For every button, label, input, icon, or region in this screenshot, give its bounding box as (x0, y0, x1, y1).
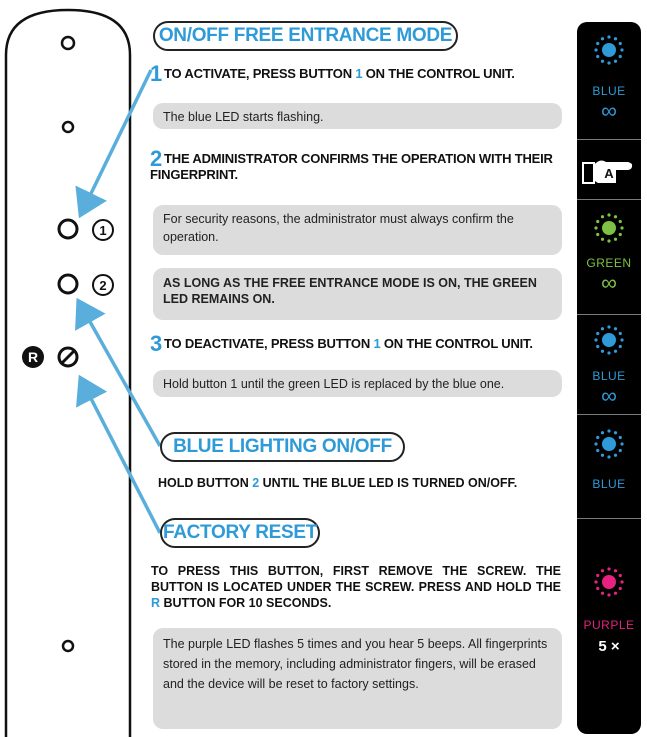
led-glow-dot (619, 332, 622, 335)
led-core (602, 333, 616, 347)
step-2 (150, 146, 570, 183)
led-glow-dot (620, 580, 623, 583)
factory-reset-button: R (151, 596, 161, 610)
step-1-text-b: ON THE CONTROL UNIT. (362, 66, 515, 81)
led-light-icon (593, 212, 625, 244)
step-3 (150, 331, 575, 356)
led-glow-dot (601, 592, 604, 595)
led-label: BLUE (592, 84, 626, 98)
button-1-label: 1 (92, 219, 114, 241)
led-glow-dot (607, 351, 610, 354)
button-2 (59, 275, 77, 293)
step-3-button: 1 (373, 336, 381, 351)
upper-hole (63, 122, 73, 132)
led-core (602, 437, 616, 451)
led-glow-dot (596, 449, 599, 452)
led-glow-dot (614, 60, 617, 63)
led-label: BLUE (592, 369, 626, 383)
led-glow-dot (596, 587, 599, 590)
led-glow-dot (596, 345, 599, 348)
blue-lighting-button: 2 (252, 476, 260, 490)
arrow-to-reset (82, 381, 160, 533)
arrow-to-button-2 (80, 304, 163, 446)
led-separator (577, 139, 641, 140)
note-security: For security reasons, the administrator must always confirm the operation. (153, 205, 562, 255)
led-core (602, 221, 616, 235)
blue-lighting-text (158, 475, 573, 491)
led-glow-dot (620, 48, 623, 51)
led-glow-dot (601, 569, 604, 572)
section-title-factory-reset: FACTORY RESET (160, 518, 320, 548)
led-glow-dot (614, 454, 617, 457)
step-3-text-a: TO DEACTIVATE, PRESS BUTTON (164, 336, 374, 351)
led-glow-dot (619, 587, 622, 590)
led-glow-dot (607, 61, 610, 64)
note-deactivate: Hold button 1 until the green LED is replaced by the blue one. (153, 370, 562, 397)
led-glow-dot (607, 35, 610, 38)
led-glow-dot (596, 233, 599, 236)
led-glow-dot (594, 442, 597, 445)
led-glow-dot (594, 580, 597, 583)
section-title-blue-lighting: BLUE LIGHTING ON/OFF (160, 432, 405, 462)
section-title-free-mode: ON/OFF FREE ENTRANCE MODE (153, 21, 458, 51)
led-glow-dot (614, 238, 617, 241)
led-glow-dot (601, 60, 604, 63)
led-glow-dot (601, 431, 604, 434)
led-glow-dot (596, 220, 599, 223)
led-glow-dot (619, 220, 622, 223)
led-separator (577, 314, 641, 315)
step-1-text-a: TO ACTIVATE, PRESS BUTTON (164, 66, 356, 81)
note-green-led: AS LONG AS THE FREE ENTRANCE MODE IS ON, THE GREEN LED REMAINS ON. (153, 268, 562, 320)
led-glow-dot (614, 215, 617, 218)
led-glow-dot (594, 338, 597, 341)
led-separator (577, 414, 641, 415)
note-blue-led: The blue LED starts flashing. (153, 103, 562, 129)
step-2-text: THE ADMINISTRATOR CONFIRMS THE OPERATION WITH THEIR FINGERPRINT. (150, 151, 553, 182)
device-outline (6, 10, 130, 737)
led-glow-dot (614, 569, 617, 572)
led-light-icon (593, 566, 625, 598)
led-glow-dot (601, 215, 604, 218)
led-glow-dot (607, 567, 610, 570)
note-factory-reset: The purple LED flashes 5 times and you hear 5 beeps. All fingerprints stored in the memory, including administrator fingers, will be erased and the device will be reset to factory settings. (153, 628, 562, 729)
led-core (602, 43, 616, 57)
led-glow-dot (619, 42, 622, 45)
led-glow-dot (620, 338, 623, 341)
led-glow-dot (607, 213, 610, 216)
button-1 (59, 220, 77, 238)
led-glow-dot (596, 55, 599, 58)
led-label: GREEN (586, 256, 632, 270)
led-glow-dot (596, 42, 599, 45)
led-glow-dot (607, 593, 610, 596)
bottom-hole (63, 641, 73, 651)
led-glow-dot (619, 233, 622, 236)
arrow-to-button-1 (82, 70, 151, 212)
led-separator (577, 199, 641, 200)
led-light-icon (593, 34, 625, 66)
factory-reset-text-a: TO PRESS THIS BUTTON, FIRST REMOVE THE SCREW. THE BUTTON IS LOCATED UNDER THE SCREW. PRESS AND HOLD THE (151, 564, 561, 594)
led-light-icon (593, 324, 625, 356)
led-glow-dot (607, 429, 610, 432)
top-hole (62, 37, 74, 49)
led-glow-dot (619, 449, 622, 452)
factory-reset-text-b: BUTTON FOR 10 SECONDS. (160, 596, 332, 610)
led-glow-dot (601, 238, 604, 241)
led-glow-dot (619, 55, 622, 58)
blue-lighting-text-b: UNTIL THE BLUE LED IS TURNED ON/OFF. (259, 476, 518, 490)
factory-reset-text (151, 563, 561, 611)
led-glow-dot (619, 574, 622, 577)
led-glow-dot (614, 37, 617, 40)
led-glow-dot (614, 350, 617, 353)
five-times-label: 5 × (598, 638, 620, 655)
led-glow-dot (601, 37, 604, 40)
led-glow-dot (619, 436, 622, 439)
infinity-icon: ∞ (601, 383, 617, 408)
led-glow-dot (620, 226, 623, 229)
step-1-number: 1 (150, 61, 163, 86)
step-1-button: 1 (355, 66, 363, 81)
reset-badge: R (22, 346, 44, 368)
led-glow-dot (594, 48, 597, 51)
infinity-icon: ∞ (601, 98, 617, 123)
led-glow-dot (614, 431, 617, 434)
led-glow-dot (620, 442, 623, 445)
led-glow-dot (594, 226, 597, 229)
led-glow-dot (601, 350, 604, 353)
blue-lighting-text-a: HOLD BUTTON (158, 476, 253, 490)
led-glow-dot (607, 325, 610, 328)
led-glow-dot (601, 327, 604, 330)
led-label: BLUE (592, 477, 626, 491)
led-core (602, 575, 616, 589)
led-light-icon (593, 428, 625, 460)
led-glow-dot (614, 592, 617, 595)
led-glow-dot (607, 239, 610, 242)
led-glow-dot (607, 455, 610, 458)
led-glow-dot (596, 436, 599, 439)
step-1 (150, 61, 570, 86)
step-3-text-b: ON THE CONTROL UNIT. (380, 336, 533, 351)
led-glow-dot (619, 345, 622, 348)
led-separator (577, 518, 641, 519)
step-3-number: 3 (150, 331, 163, 356)
infinity-icon: ∞ (601, 270, 617, 295)
step-2-number: 2 (150, 146, 163, 171)
led-glow-dot (596, 574, 599, 577)
led-glow-dot (614, 327, 617, 330)
led-label: PURPLE (583, 618, 635, 632)
reset-screw-slot (62, 351, 74, 363)
admin-finger-label: A (604, 166, 614, 181)
led-glow-dot (601, 454, 604, 457)
button-2-label: 2 (92, 274, 114, 296)
led-glow-dot (596, 332, 599, 335)
